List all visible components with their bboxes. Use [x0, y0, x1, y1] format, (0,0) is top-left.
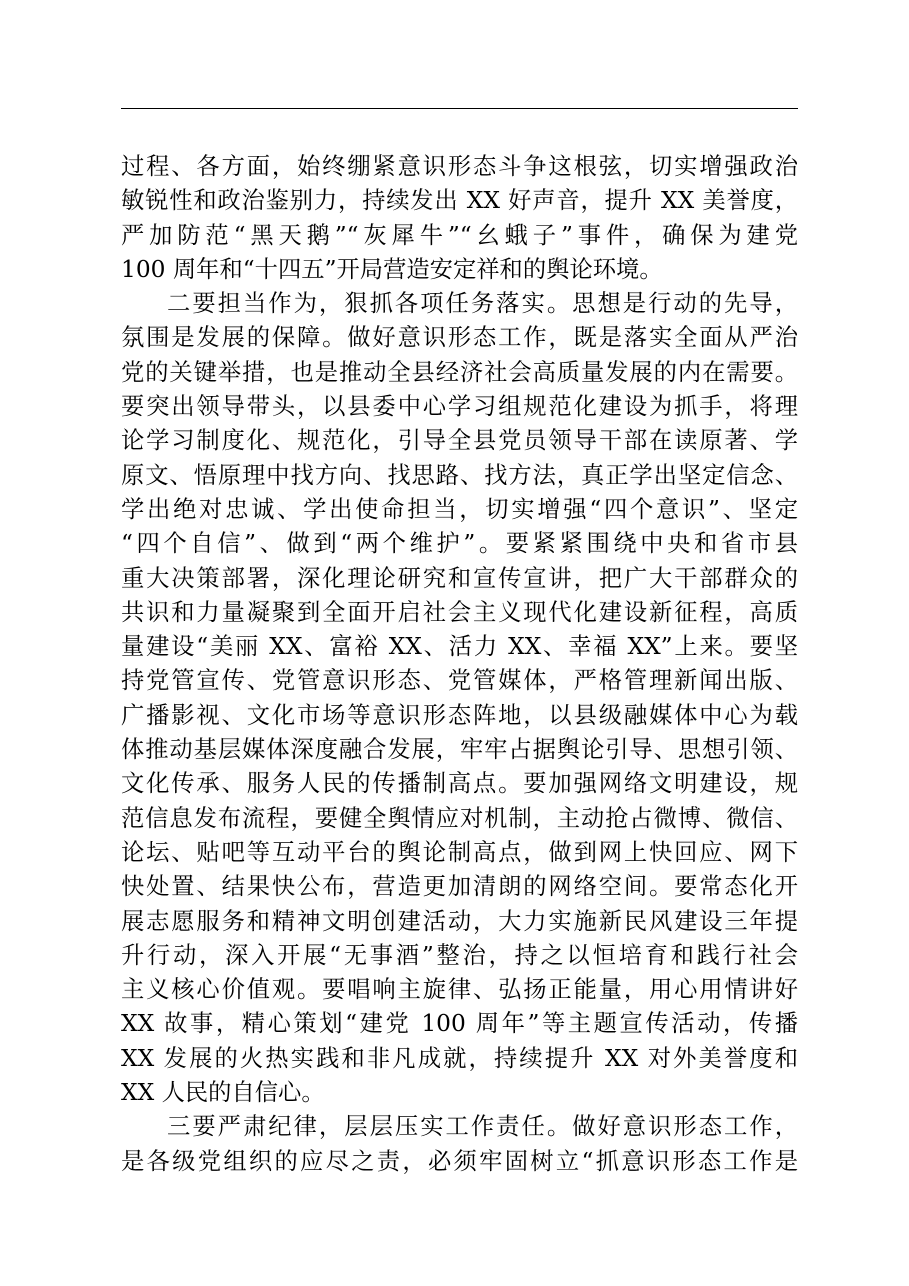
paragraph-start-line: 三要严肃纪律，层层压实工作责任。做好意识形态工作， — [167, 1113, 798, 1141]
text-line: 要突出领导带头，以县委中心学习组规范化建设为抓手，将理 — [121, 393, 798, 421]
header-rule — [121, 108, 798, 109]
text-line: 原文、悟原理中找方向、找思路、找方法，真正学出坚定信念、 — [121, 461, 798, 489]
text-line: 是各级党组织的应尽之责，必须牢固树立“抓意识形态工作是 — [121, 1147, 798, 1175]
text-line: XX 故事，精心策划“建党 100 周年”等主题宣传活动，传播 — [121, 1010, 798, 1038]
text-line: 过程、各方面，始终绷紧意识形态斗争这根弦，切实增强政治 — [121, 153, 798, 180]
text-line: 广播影视、文化市场等意识形态阵地，以县级融媒体中心为载 — [121, 701, 798, 729]
text-line: 论坛、贴吧等互动平台的舆论制高点，做到网上快回应、网下 — [121, 838, 798, 866]
text-line: “四个自信”、做到“两个维护”。要紧紧围绕中央和省市县 — [121, 530, 798, 558]
text-line: 严加防范“黑天鹅”“灰犀牛”“幺蛾子”事件，确保为建党 — [121, 221, 798, 249]
text-line: 文化传承、服务人民的传播制高点。要加强网络文明建设，规 — [121, 770, 798, 798]
text-line: 持党管宣传、党管意识形态、党管媒体，严格管理新闻出版、 — [121, 667, 798, 695]
text-line: 范信息发布流程，要健全舆情应对机制，主动抢占微博、微信、 — [121, 804, 798, 832]
text-line: 主义核心价值观。要唱响主旋律、弘扬正能量，用心用情讲好 — [121, 976, 798, 1004]
text-line: 氛围是发展的保障。做好意识形态工作，既是落实全面从严治 — [121, 324, 798, 352]
text-line: 党的关键举措，也是推动全县经济社会高质量发展的内在需要。 — [121, 358, 798, 386]
text-line: 共识和力量凝聚到全面开启社会主义现代化建设新征程，高质 — [121, 598, 798, 626]
text-line: 快处置、结果快公布，营造更加清朗的网络空间。要常态化开 — [121, 873, 798, 901]
text-line: 敏锐性和政治鉴别力，持续发出 XX 好声音，提升 XX 美誉度， — [121, 187, 798, 215]
text-line: 论学习制度化、规范化，引导全县党员领导干部在读原著、学 — [121, 427, 798, 455]
text-line: XX 人民的自信心。 — [121, 1079, 325, 1107]
text-line: 100 周年和“十四五”开局营造安定祥和的舆论环境。 — [121, 255, 663, 283]
text-line: 量建设“美丽 XX、富裕 XX、活力 XX、幸福 XX”上来。要坚 — [121, 633, 798, 661]
document-body — [121, 150, 798, 1179]
paragraph-start-line: 二要担当作为，狠抓各项任务落实。思想是行动的先导， — [167, 290, 798, 318]
text-line: 展志愿服务和精神文明创建活动，大力实施新民风建设三年提 — [121, 907, 798, 935]
text-line: 重大决策部署，深化理论研究和宣传宣讲，把广大干部群众的 — [121, 564, 798, 592]
text-line: 体推动基层媒体深度融合发展，牢牢占据舆论引导、思想引领、 — [121, 736, 798, 764]
text-line: XX 发展的火热实践和非凡成就，持续提升 XX 对外美誉度和 — [121, 1044, 798, 1072]
text-line: 升行动，深入开展“无事酒”整治，持之以恒培育和践行社会 — [121, 941, 798, 969]
text-line: 学出绝对忠诚、学出使命担当，切实增强“四个意识”、坚定 — [121, 495, 798, 523]
